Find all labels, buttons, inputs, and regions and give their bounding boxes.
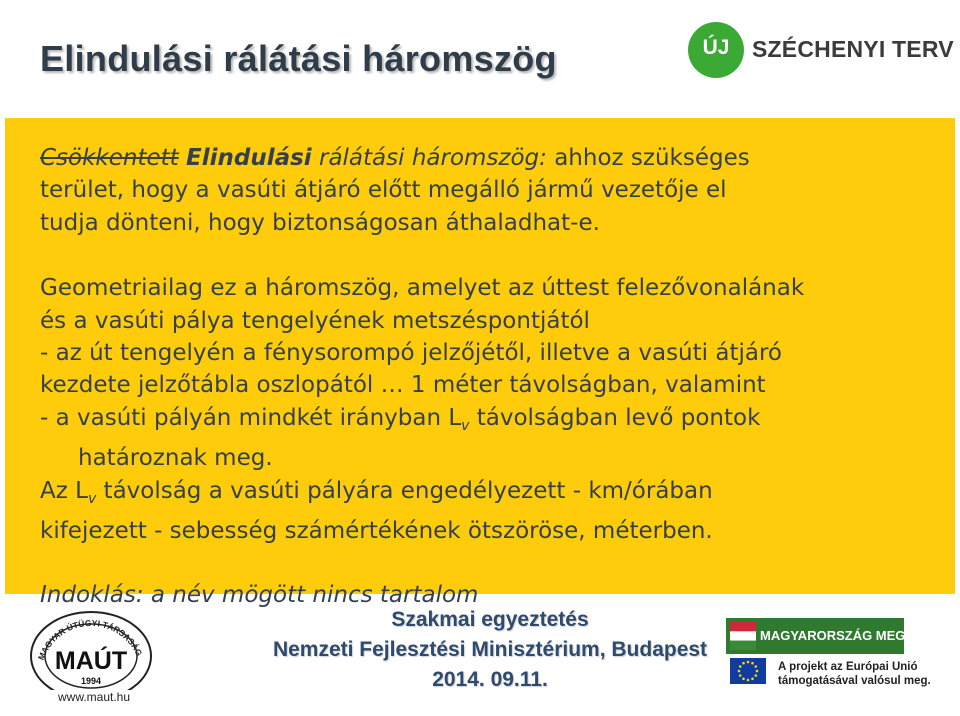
eu-line1: A projekt az Európai Unió bbox=[778, 661, 918, 673]
italic-phrase: rálátási háromszög: bbox=[318, 145, 547, 171]
maut-name: MAÚT bbox=[54, 647, 128, 675]
bold-word: Elindulási bbox=[186, 145, 312, 171]
maut-url: www.maut.hu bbox=[58, 690, 131, 704]
eu-flag-icon bbox=[730, 658, 766, 684]
maut-arc-text: MAGYAR ÚTÜGYI TÁRSASÁG bbox=[35, 617, 145, 662]
logo-name: SZÉCHENYI TERV bbox=[752, 36, 954, 62]
subscript-v: v bbox=[461, 417, 470, 434]
p1-rest: ahhoz szükséges bbox=[546, 145, 750, 171]
paragraph-2-line3: - az út tengelyén a fénysorompó jelzőjétől, illetve a vasúti átjáró bbox=[40, 340, 782, 367]
strike-word: Csökkentett bbox=[40, 145, 179, 171]
paragraph-2-line1: Geometriailag ez a háromszög, amelyet az úttest felezővonalának bbox=[40, 275, 805, 302]
eu-support-text bbox=[778, 660, 931, 688]
p3-line1-b: távolság a vasúti pályára engedélyezett - km/órában bbox=[96, 477, 713, 504]
content-text bbox=[40, 142, 940, 612]
paragraph-2-line6: határoznak meg. bbox=[78, 445, 273, 472]
banner-text: MAGYARORSZÁG MEGÚJUL bbox=[760, 628, 940, 643]
eu-line2: támogatásával valósul meg. bbox=[778, 675, 931, 687]
paragraph-1-line3: tudja dönteni, hogy biztonságosan áthaladhat-e. bbox=[40, 209, 600, 236]
maut-logo bbox=[28, 604, 154, 690]
paragraph-2-line5 bbox=[40, 402, 940, 442]
subscript-v: v bbox=[87, 490, 97, 507]
paragraph-4: Indoklás: a név mögött nincs tartalom bbox=[40, 582, 479, 609]
p3-line1-a: Az L bbox=[40, 477, 88, 504]
maut-year: 1994 bbox=[80, 676, 102, 686]
szechenyi-terv-logo bbox=[684, 18, 954, 84]
paragraph-2-line4: kezdete jelzőtábla oszlopától … 1 méter távolságban, valamint bbox=[40, 372, 766, 399]
paragraph-1 bbox=[40, 142, 940, 174]
footer-line2: Nemzeti Fejlesztési Minisztérium, Budapest bbox=[272, 638, 708, 661]
p2-line5-a: - a vasúti pályán mindkét irányban L bbox=[40, 404, 462, 431]
paragraph-3-line1 bbox=[40, 475, 940, 515]
page-title: Elindulási rálátási háromszög bbox=[40, 38, 557, 79]
paragraph-1-line2: terület, hogy a vasúti átjáró előtt megálló jármű vezetője el bbox=[40, 177, 727, 204]
logo-uj-text: ÚJ bbox=[702, 36, 730, 59]
hungarian-flag-icon bbox=[730, 622, 756, 650]
p2-line5-b: távolságban levő pontok bbox=[469, 404, 761, 431]
paragraph-2-line2: és a vasúti pálya tengelyének metszéspontjától bbox=[40, 307, 590, 334]
footer-line1: Szakmai egyeztetés bbox=[391, 608, 589, 631]
paragraph-3-line2: kifejezett - sebesség számértékének ötszöröse, méterben. bbox=[40, 518, 713, 545]
footer-date: 2014. 09.11. bbox=[432, 668, 548, 691]
